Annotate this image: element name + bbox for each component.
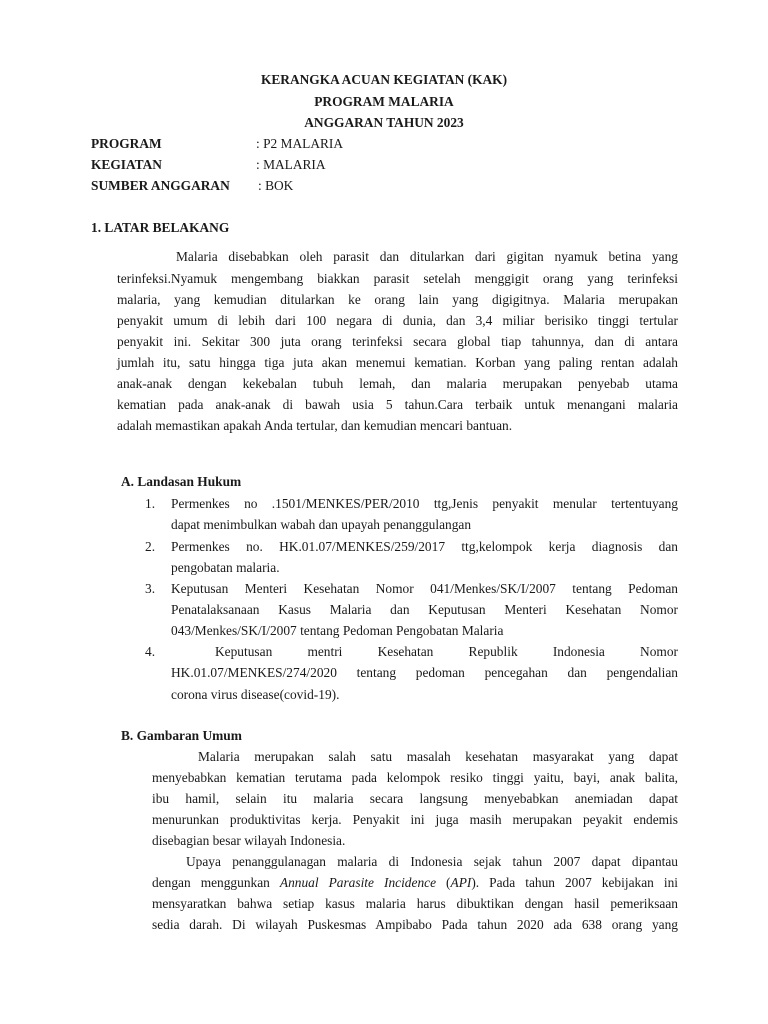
section-b-para-line: menyebabkan kematian terutama pada kelompok resiko tinggi yaitu, bayi, anak balita,	[152, 770, 678, 785]
list-item-line: Keputusan mentri Kesehatan Republik Indonesia Nomor	[215, 644, 678, 659]
meta-label-kegiatan: KEGIATAN	[91, 157, 162, 172]
section-b-para-line: menurunkan produktivitas kerja. Penyakit ini juga masih merupakan peyakit endemis	[152, 812, 678, 827]
section-b-para-line: mensyaratkan bahwa setiap kasus malaria harus dibuktikan dengan hasil pemeriksaan	[152, 896, 678, 911]
section-1-para-line: penyakit ini. Sekitar 300 juta orang terinfeksi secara global tiap tahunnya, dan di antara	[117, 334, 678, 349]
list-item-line: Penatalaksanaan Kasus Malaria dan Keputusan Menteri Kesehatan Nomor	[171, 602, 678, 617]
meta-value-kegiatan: : MALARIA	[256, 157, 326, 172]
meta-value-sumber: : BOK	[258, 178, 294, 193]
list-item-number: 4.	[145, 644, 156, 659]
section-b-para-line: sedia darah. Di wilayah Puskesmas Ampibabo Pada tahun 2020 ada 638 orang yang	[152, 917, 678, 932]
list-item-line: 043/Menkes/SK/I/2007 tentang Pedoman Pengobatan Malaria	[171, 623, 504, 638]
list-item-line: Permenkes no. HK.01.07/MENKES/259/2017 ttg,kelompok kerja diagnosis dan	[171, 539, 678, 554]
section-1-para-line: malaria, yang kemudian ditularkan ke orang lain yang digigitnya. Malaria merupakan	[117, 292, 678, 307]
list-item-line: pengobatan malaria.	[171, 560, 280, 575]
list-item-line: dapat menimbulkan wabah dan upayah penanggulangan	[171, 517, 472, 532]
doc-title-line1: KERANGKA ACUAN KEGIATAN (KAK)	[260, 72, 508, 87]
meta-value-program: : P2 MALARIA	[256, 136, 344, 151]
list-item-number: 1.	[145, 496, 156, 511]
section-b-title: B. Gambaran Umum	[121, 728, 242, 743]
list-item-line: HK.01.07/MENKES/274/2020 tentang pedoman pencegahan dan pengendalian	[171, 665, 678, 680]
meta-label-program: PROGRAM	[91, 136, 162, 151]
section-b-para-line: disebagian besar wilayah Indonesia.	[152, 833, 346, 848]
section-1-para-line: anak-anak dengan kekebalan tubuh lemah, dan malaria merupakan penyebab utama	[117, 376, 678, 391]
list-item-line: corona virus disease(covid-19).	[171, 687, 340, 702]
section-a-title: A. Landasan Hukum	[121, 474, 242, 489]
section-b-para-line: Upaya penanggulanagan malaria di Indonesia sejak tahun 2007 dapat dipantau	[186, 854, 678, 869]
section-1-para-line: kematian pada anak-anak di bawah usia 5 tahun.Cara terbaik untuk menangani malaria	[117, 397, 678, 412]
section-b-para-line: Malaria merupakan salah satu masalah kesehatan masyarakat yang dapat	[198, 749, 678, 764]
meta-label-sumber: SUMBER ANGGARAN	[91, 178, 230, 193]
doc-title-line3: ANGGARAN TAHUN 2023	[304, 115, 464, 130]
list-item-number: 3.	[145, 581, 156, 596]
section-1-title: 1. LATAR BELAKANG	[91, 220, 230, 235]
section-1-para-line: penyakit umum di lebih dari 100 negara di dunia, dan 3,4 miliar berisiko tinggi tertular	[117, 313, 678, 328]
section-1-para-line: jumlah itu, satu hingga tiga juta akan menemui kematian. Korban yang paling rentan adalah	[117, 355, 678, 370]
section-1-para-line: Malaria disebabkan oleh parasit dan ditularkan dari gigitan nyamuk betina yang	[176, 249, 678, 264]
list-item-line: Keputusan Menteri Kesehatan Nomor 041/Menkes/SK/I/2007 tentang Pedoman	[171, 581, 678, 596]
list-item-line: Permenkes no .1501/MENKES/PER/2010 ttg,Jenis penyakit menular tertentuyang	[171, 496, 678, 511]
section-b-para-line: ibu hamil, selain itu malaria secara langsung menyebabkan anemiadan dapat	[152, 791, 678, 806]
section-b-para-line-mixed: dengan menggunkan Annual Parasite Incidence (API). Pada tahun 2007 kebijakan ini	[152, 875, 678, 890]
doc-title-line2: PROGRAM MALARIA	[314, 94, 454, 109]
section-1-para-line: terinfeksi.Nyamuk mengembang biakkan parasit setelah menggigit orang yang terinfeksi	[117, 271, 678, 286]
section-1-para-line: adalah memastikan apakah Anda tertular, dan kemudian mencari bantuan.	[117, 418, 513, 433]
list-item-number: 2.	[145, 539, 156, 554]
